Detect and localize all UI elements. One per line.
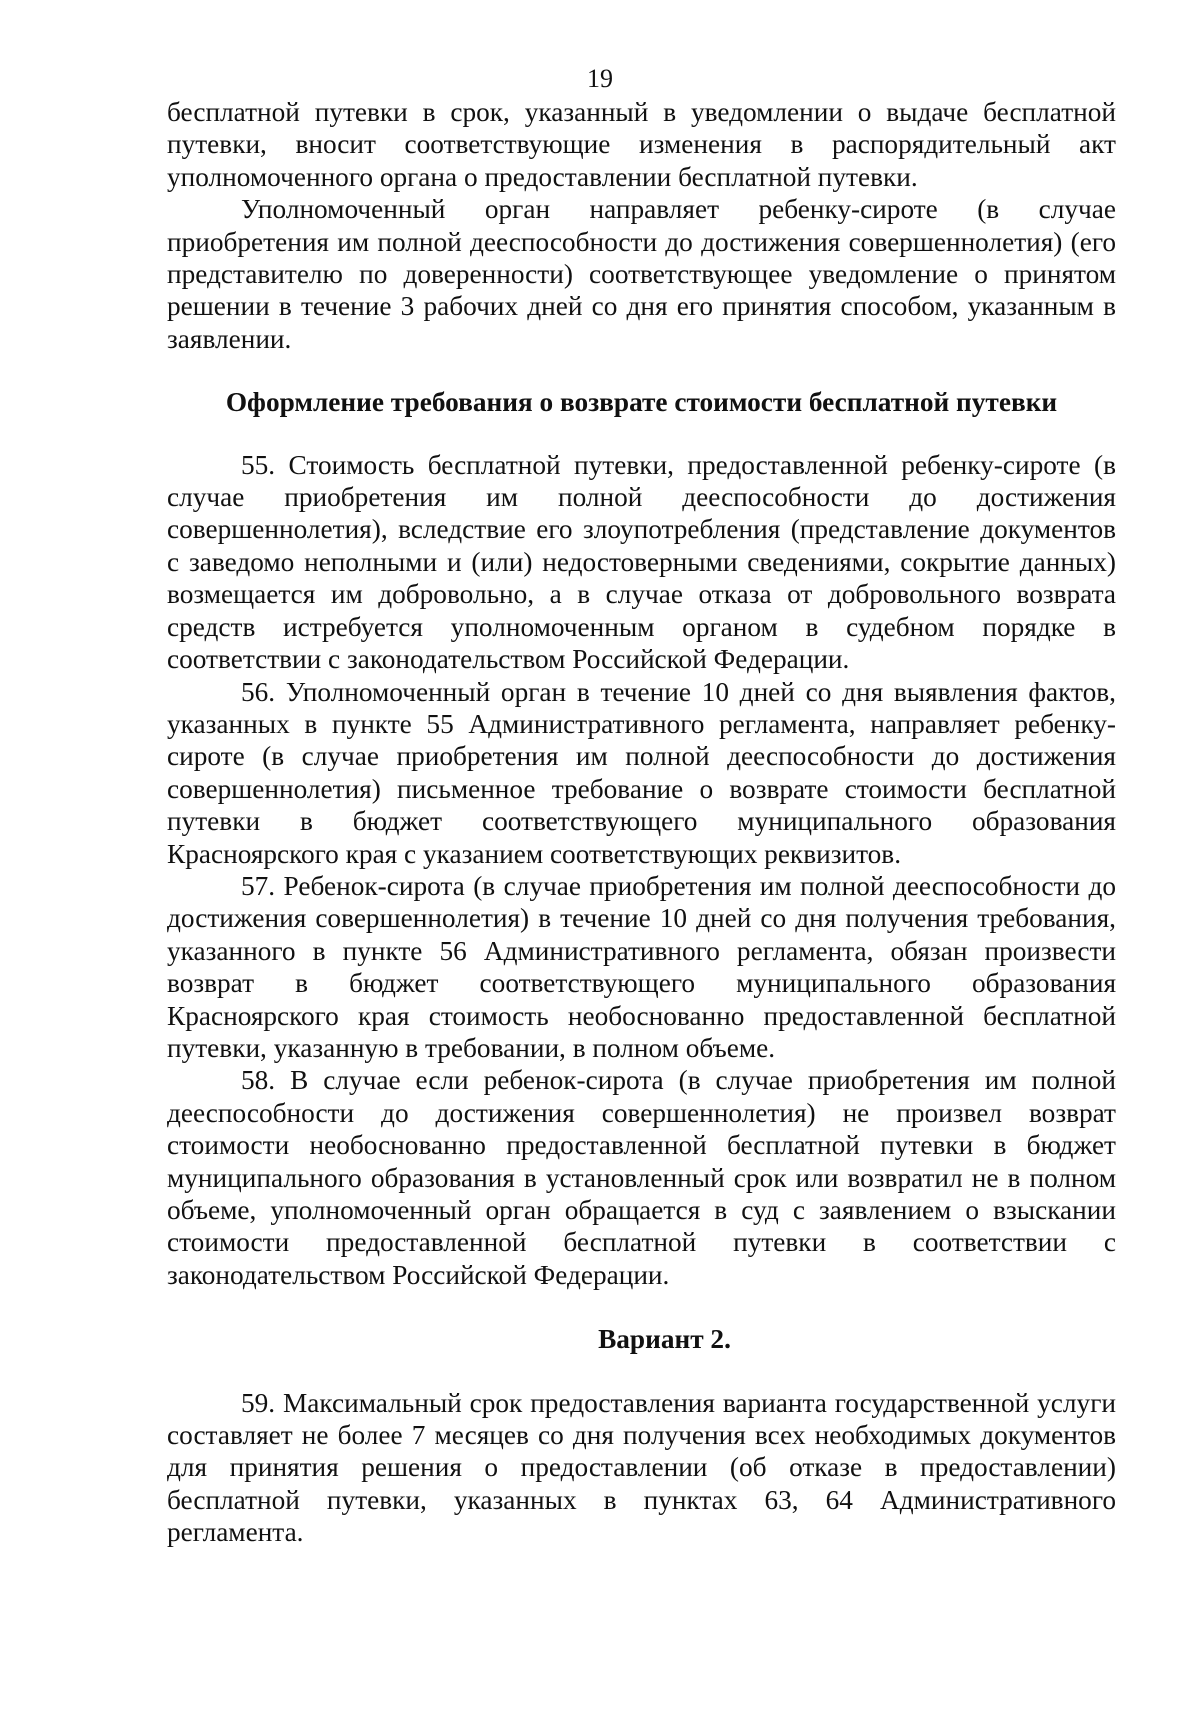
paragraph-58: 58. В случае если ребенок-сирота (в случае приобретения им полной дееспособности до достижения совершеннолетия) не произвел возврат стоимости необоснованно предоставленной бесплатной путевки в бюджет муниципального образования в установленный срок или возвратил не в полном объеме, уполномоченный орган обращается в суд с заявлением о взыскании стоимости предоставленной бесплатной путевки в соответствии с законодательством Российской Федерации. (167, 1065, 1116, 1290)
paragraph-continuation: бесплатной путевки в срок, указанный в уведомлении о выдаче бесплатной путевки, вносит соответствующие изменения в распорядительный акт уполномоченного органа о предоставлении бесплатной путевки. (167, 97, 1116, 192)
paragraph-59: 59. Максимальный срок предоставления варианта государственной услуги составляет не более 7 месяцев со дня получения всех необходимых документов для принятия решения о предоставлении (об отказе в предоставлении) бесплатной путевки, указанных в пунктах 63, 64 Административного регламента. (167, 1387, 1116, 1548)
paragraph-56: 56. Уполномоченный орган в течение 10 дней со дня выявления фактов, указанных в пункте 55 Административного регламента, направляет ребенку-сироте (в случае приобретения им полной дееспособности до достижения совершеннолетия) письменное требование о возврате стоимости бесплатной путевки в бюджет соответствующего муниципального образования Красноярского края с указанием соответствующих реквизитов. (167, 676, 1116, 869)
variant-heading: Вариант 2. (598, 1324, 731, 1355)
page-number: 19 (587, 64, 613, 93)
paragraph-notification: Уполномоченный орган направляет ребенку-сироте (в случае приобретения им полной дееспособности до достижения совершеннолетия) (его представителю по доверенности) соответствующее уведомление о принятом решении в течение 3 рабочих дней со дня его принятия способом, указанным в заявлении. (167, 194, 1116, 354)
section-heading: Оформление требования о возврате стоимости бесплатной путевки (225, 387, 1058, 418)
paragraph-55: 55. Стоимость бесплатной путевки, предоставленной ребенку-сироте (в случае приобретения им полной дееспособности до достижения совершеннолетия), вследствие его злоупотребления (представление документов с заведомо неполными и (или) недостоверными сведениями, сокрытие данных) возмещается им добровольно, а в случае отказа от добровольного возврата средств истребуется уполномоченным органом в судебном порядке в соответствии с законодательством Российской Федерации. (167, 449, 1116, 675)
paragraph-57: 57. Ребенок-сирота (в случае приобретения им полной дееспособности до достижения совершеннолетия) в течение 10 дней со дня получения требования, указанного в пункте 56 Административного регламента, обязан произвести возврат в бюджет соответствующего муниципального образования Красноярского края стоимость необоснованно предоставленной бесплатной путевки, указанную в требовании, в полном объеме. (167, 870, 1116, 1063)
document-body (167, 96, 1116, 1549)
